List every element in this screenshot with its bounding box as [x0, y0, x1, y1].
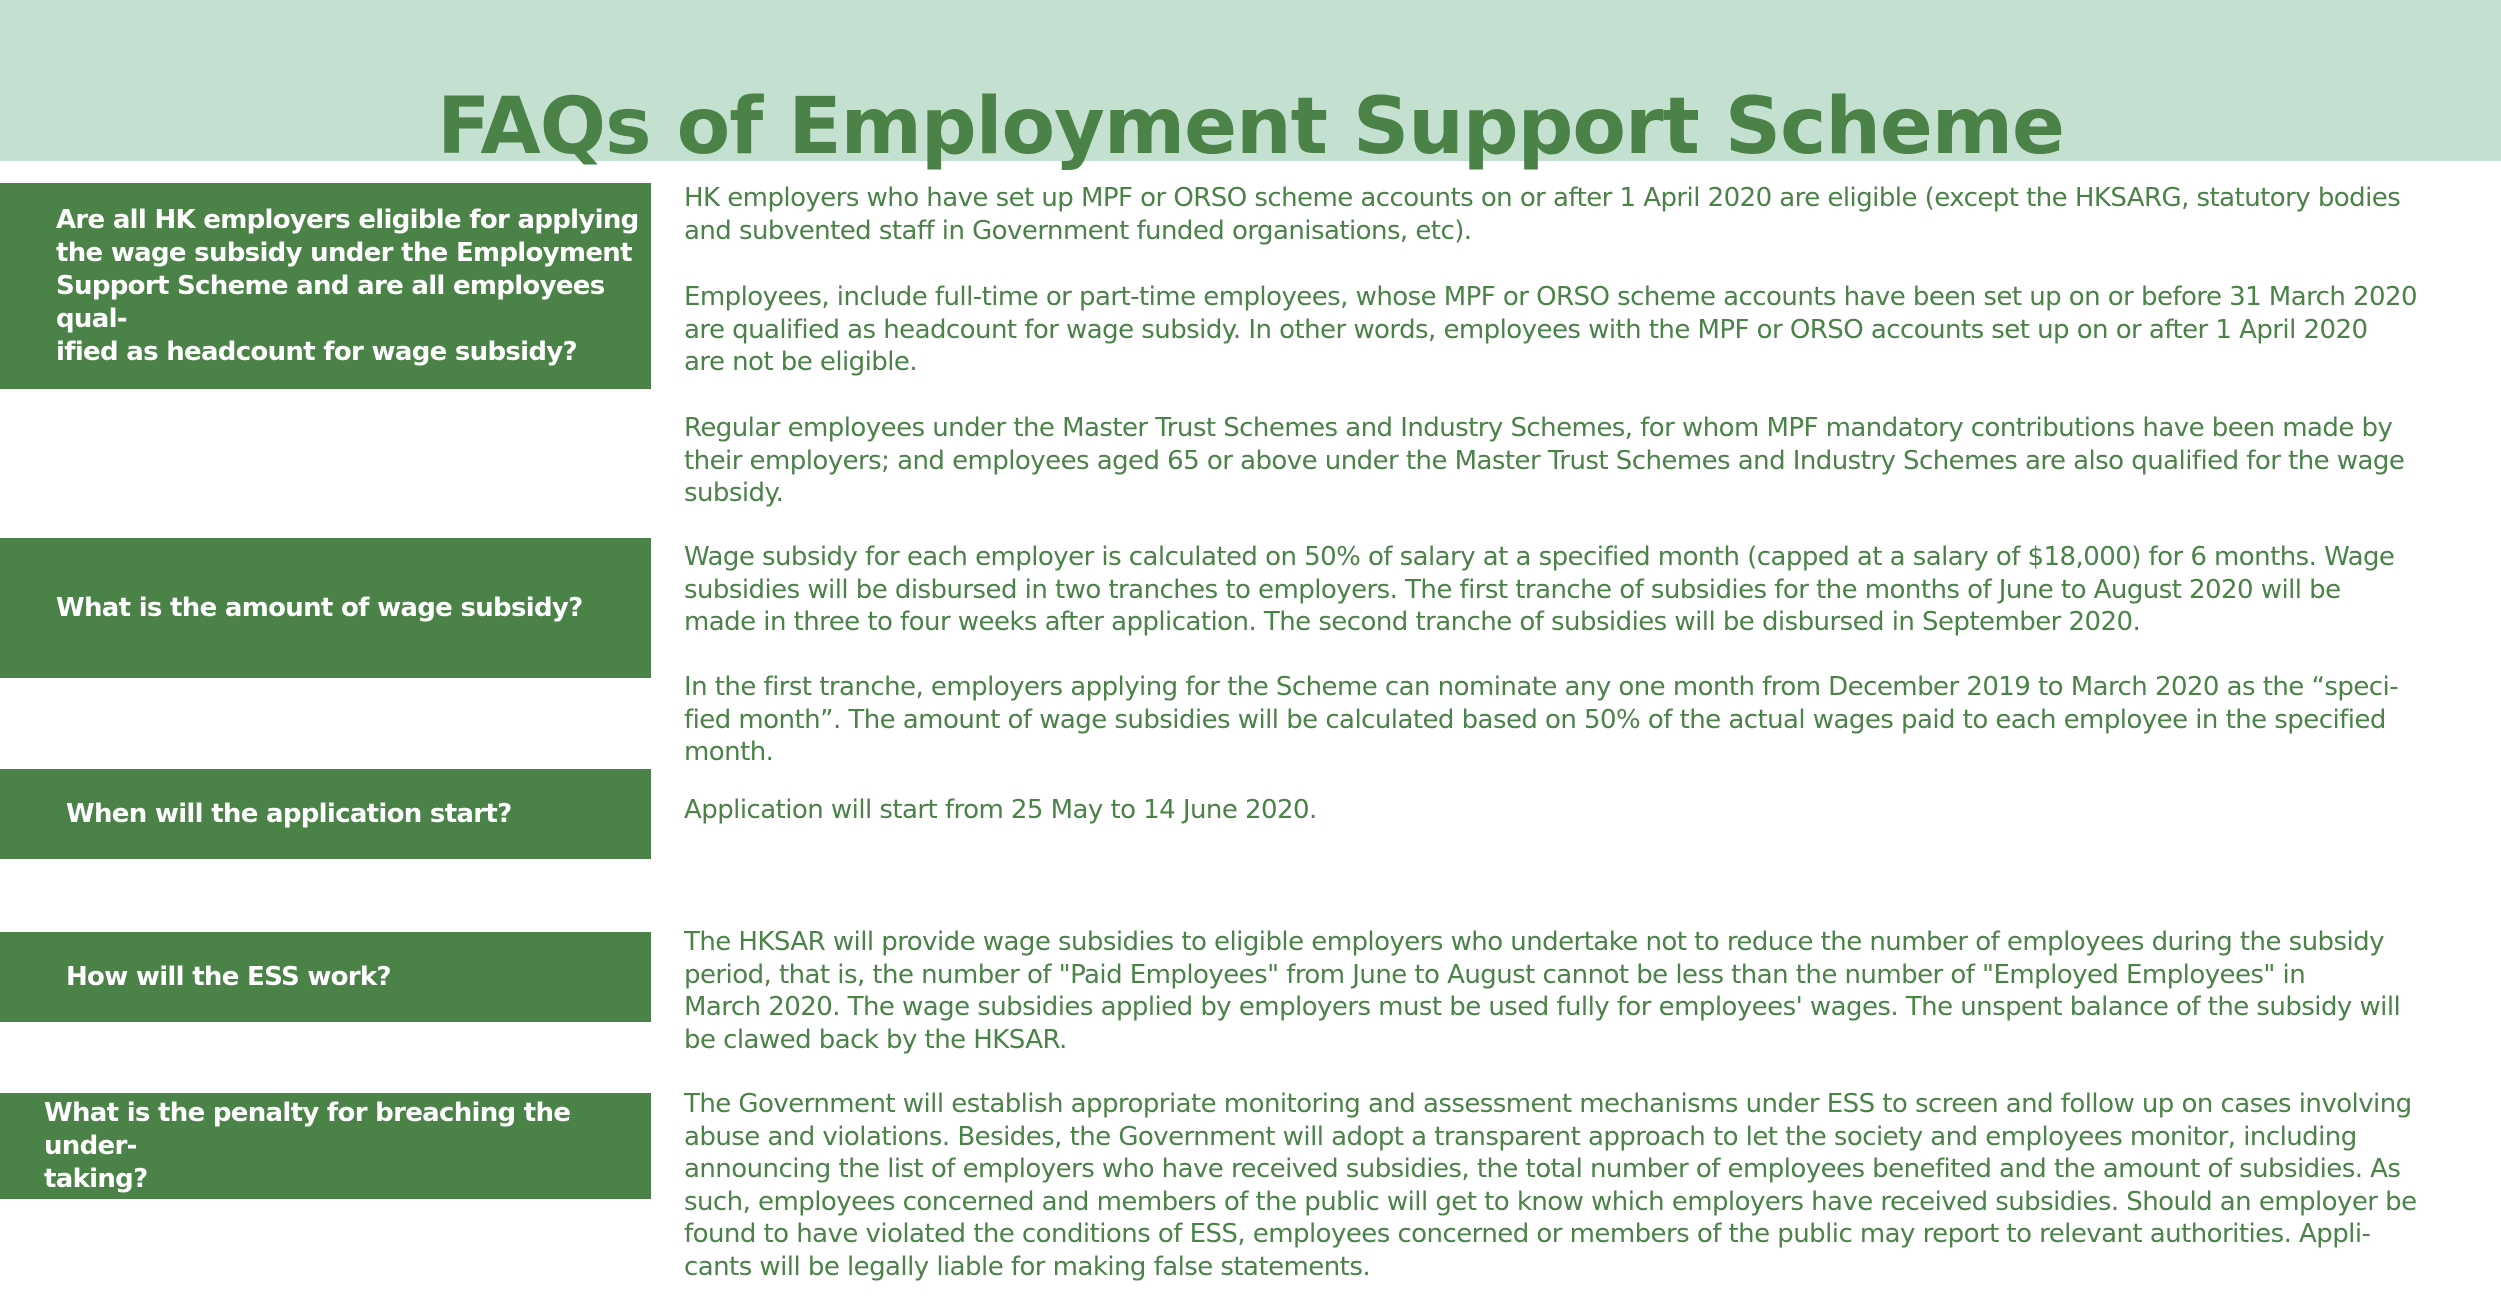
question-text: What is the penalty for breaching the under- taking?: [44, 1097, 571, 1194]
answer-paragraph: Wage subsidy for each employer is calculated on 50% of salary at a specified month (capped at a salary of $18,000) for 6 months. Wage subsidies will be disbursed in two tranches to employers. The first tranche of subsidies for the months of June to August 2020 will be made in three to four weeks after application. The second tranche of subsidies will be disbursed in September 2020.: [684, 542, 2395, 637]
page-title: FAQs of Employment Support Scheme: [437, 82, 2064, 173]
question-box-penalty: [0, 1093, 651, 1199]
answer-paragraph: HK employers who have set up MPF or ORSO scheme accounts on or after 1 April 2020 are eligible (except the HKSARG, statutory bodies and subvented staff in Government funded organisations, etc).: [684, 183, 2401, 246]
answer-paragraph: Employees, include full-time or part-time employees, whose MPF or ORSO scheme accounts have been set up on or before 31 March 2020 are qualified as headcount for wage subsidy. In other words, employees with the MPF or ORSO accounts set up on or after 1 April 2020 are not be eligible.: [684, 282, 2418, 377]
question-box-eligibility: [0, 183, 651, 389]
answer-paragraph: The HKSAR will provide wage subsidies to eligible employers who undertake not to reduce the number of employees during the subsidy period, that is, the number of "Paid Employees" from June to August cannot be less than the number of "Employed Employees" in March 2020. The wage subsidies applied by employers must be used fully for employees' wages. The unspent balance of the subsidy will be clawed back by the HKSAR.: [684, 927, 2401, 1055]
answer-paragraph: In the first tranche, employers applying for the Scheme can nominate any one month from December 2019 to March 2020 as the “speci- fied month”. The amount of wage subsidies will be calculated based on 50% of the actual wages paid to each employee in the specified month.: [684, 672, 2399, 767]
answer-paragraph: The Government will establish appropriate monitoring and assessment mechanisms under ESS to screen and follow up on cases involving abuse and violations. Besides, the Government will adopt a transparent approach to let the society and employees monitor, including announcing the list of employers who have received subsidies, the total number of employees benefited and the amount of subsidies. As such, employees concerned and members of the public will get to know which employers have received subsidies. Should an employer be found to have violated the conditions of ESS, employees concerned or members of the public may report to relevant authorities. Appli- cants will be legally liable for making false statements.: [684, 1089, 2417, 1282]
question-box-subsidy-amount: [0, 538, 651, 678]
question-text: When will the application start?: [66, 798, 512, 829]
question-box-application-start: [0, 769, 651, 859]
question-box-how-ess-works: [0, 932, 651, 1022]
answer-paragraph: Application will start from 25 May to 14 June 2020.: [684, 795, 1317, 825]
question-text: Are all HK employers eligible for applying the wage subsidy under the Employment Support Scheme and are all employees qual- ified as headcount for wage subsidy?: [56, 204, 639, 367]
question-text: How will the ESS work?: [66, 961, 391, 992]
question-text: What is the amount of wage subsidy?: [56, 592, 583, 623]
answer-paragraph: Regular employees under the Master Trust Schemes and Industry Schemes, for whom MPF mandatory contributions have been made by their employers; and employees aged 65 or above under the Master Trust Schemes and Industry Schemes are also qualified for the wage subsidy.: [684, 413, 2405, 508]
